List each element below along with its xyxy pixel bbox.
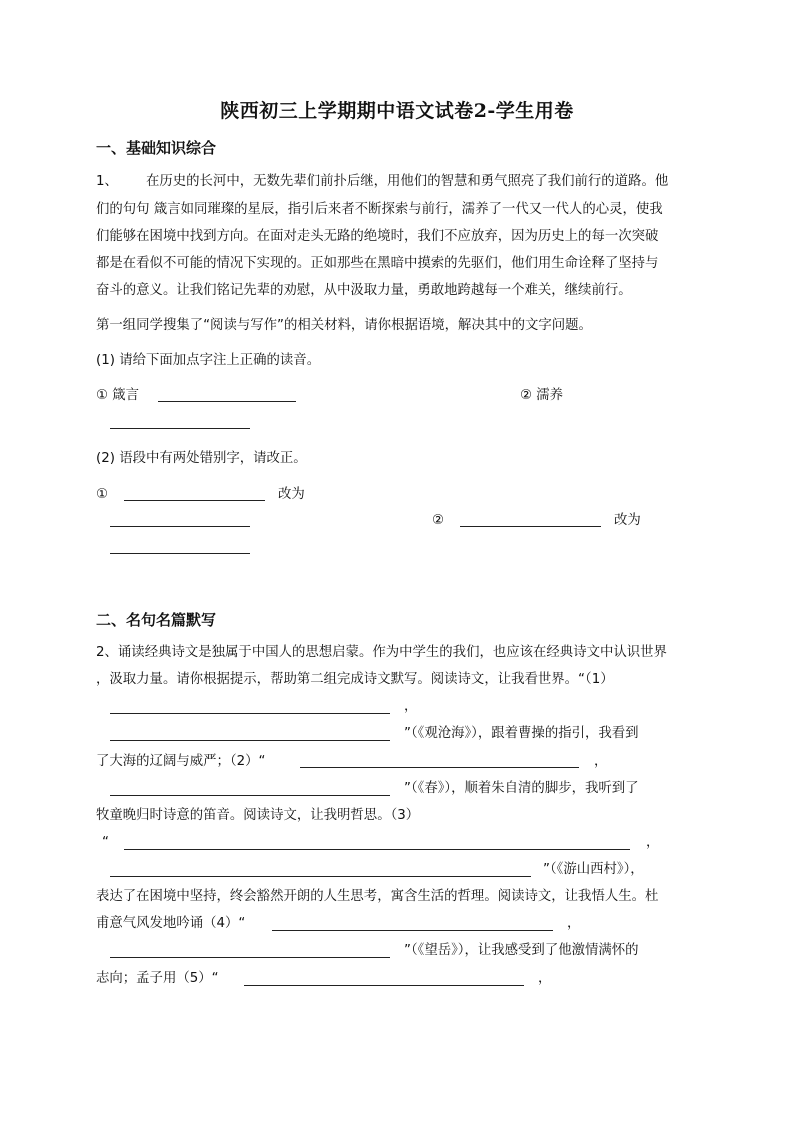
q2-dufu: 甫意气风发地吟诵（4）“ — [96, 916, 246, 931]
recitation-blank-3b[interactable] — [110, 876, 531, 877]
passage-line-2: 们的句句 箴言如同璀璨的星辰，指引后来者不断探索与前行，濡养了一代又一代人的心灵，使我 — [96, 202, 663, 217]
q2-youshanxicun: ”（《游山西村》）， — [543, 862, 644, 877]
subquestion-2: (2) 语段中有两处错别字，请改正。 — [96, 451, 307, 466]
passage-line-4: 都是在看似不可能的情况下实现的。正如那些在黑暗中摸索的先驱们，他们用生命诠释了坚持与 — [96, 256, 659, 271]
q2-zhixiang: 志向；孟子用（5）“ — [96, 971, 219, 986]
question-intro: 第一组同学搜集了“阅读与写作”的相关材料，请你根据语境，解决其中的文字问题。 — [96, 318, 592, 333]
comma: ， — [404, 699, 418, 714]
q2-mutong: 牧童晚归时诗意的笛音。阅读诗文，让我明哲思。（3） — [96, 808, 420, 823]
subquestion-1: (1) 请给下面加点字注上正确的读音。 — [96, 353, 321, 368]
q2-line-2: ，汲取力量。请你根据提示，帮助第二组完成诗文默写。阅读诗文，让我看世界。“（1） — [96, 672, 614, 687]
passage-line-5: 奋斗的意义。让我们铭记先辈的劝慰，从中汲取力量，勇敢地跨越每一个难关，继续前行。 — [96, 283, 632, 298]
correction-item-2-label: ② — [432, 513, 445, 528]
recitation-blank-1b[interactable] — [110, 740, 390, 741]
recitation-blank-1a[interactable] — [110, 713, 390, 714]
correction-right-blank-1[interactable] — [110, 526, 250, 527]
correction-wrong-blank-2[interactable] — [460, 526, 601, 527]
correction-item-1-label: ① — [96, 487, 109, 502]
passage-line-3: 们能够在困境中找到方向。在面对走头无路的绝境时，我们不应放弃，因为历史上的每一次突破 — [96, 229, 659, 244]
page-title: 陕西初三上学期期中语文试卷2-学生用卷 — [220, 100, 574, 122]
pinyin-item-2-label: ② 濡养 — [520, 388, 564, 403]
question-number-1: 1、 — [96, 174, 118, 189]
comma: ， — [567, 916, 581, 931]
change-to-label-1: 改为 — [278, 487, 305, 502]
q2-line-1: 2、诵读经典诗文是独属于中国人的思想启蒙。作为中学生的我们，也应该在经典诗文中认识世界 — [96, 645, 667, 660]
q2-dahai: 了大海的辽阔与威严；（2）“ — [96, 754, 266, 769]
correction-wrong-blank-1[interactable] — [124, 500, 265, 501]
section-heading-recitation: 二、名句名篇默写 — [96, 611, 217, 629]
recitation-blank-4b[interactable] — [110, 957, 390, 958]
q2-wangyue: ”（《望岳》），让我感受到了他激情满怀的 — [404, 943, 639, 958]
recitation-blank-5a[interactable] — [244, 985, 524, 986]
comma: ， — [594, 754, 608, 769]
change-to-label-2: 改为 — [614, 513, 641, 528]
pinyin-answer-blank-1[interactable] — [158, 401, 296, 402]
open-quote: “ — [102, 835, 109, 850]
pinyin-answer-blank-2[interactable] — [110, 428, 250, 429]
comma: ， — [538, 971, 552, 986]
passage-line-1: 在历史的长河中，无数先辈们前扑后继，用他们的智慧和勇气照亮了我们前行的道路。他 — [146, 174, 669, 189]
q2-chun: ”（《春》），顺着朱自清的脚步，我听到了 — [404, 781, 639, 796]
correction-right-blank-2[interactable] — [110, 553, 250, 554]
recitation-blank-3a[interactable] — [124, 849, 630, 850]
q2-guancanghai: ”（《观沧海》），跟着曹操的指引，我看到 — [404, 726, 639, 741]
recitation-blank-2a[interactable] — [300, 767, 579, 768]
pinyin-item-1-label: ① 箴言 — [96, 388, 140, 403]
section-heading-basic-knowledge: 一、基础知识综合 — [96, 139, 217, 157]
recitation-blank-4a[interactable] — [272, 930, 553, 931]
comma: ， — [646, 835, 660, 850]
recitation-blank-2b[interactable] — [110, 795, 390, 796]
q2-kunjing: 表达了在困境中坚持，终会豁然开朗的人生思考，寓含生活的哲理。阅读诗文，让我悟人生。杜 — [96, 889, 659, 904]
